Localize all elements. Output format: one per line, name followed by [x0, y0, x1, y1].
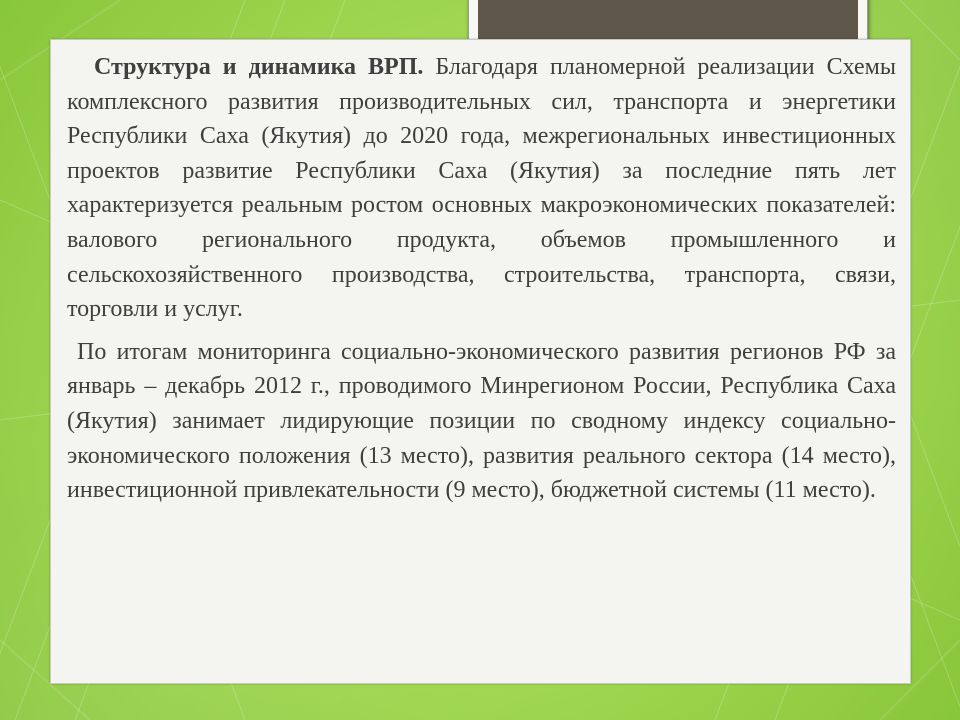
content-panel	[50, 39, 911, 684]
paragraph-lead: Структура и динамика ВРП.	[94, 54, 424, 80]
paragraph-grp	[67, 50, 896, 327]
paragraph-monitoring: По итогам мониторинга социально-экономического развития регионов РФ за январь – декабрь 2012 г., проводимого Минрегионом России, Республика Саха (Якутия) занимает лидирующие позиции по сводному индексу социально-экономического положения (13 место), развития реального сектора (14 место), инвестиционной привлекательности (9 место), бюджетной системы (11 место).	[67, 338, 896, 504]
paragraph-body: Благодаря планомерной реализации Схемы комплексного развития производительных сил, транспорта и энергетики Республики Саха (Якутия) до 2020 года, межрегиональных инвестиционных проектов развитие Республики Саха (Якутия) за последние пять лет характеризуется реальным ростом основных макроэкономических показателей: валового регионального продукта, объемов промышленного и сельскохозяйственного производства, строительства, транспорта, связи, торговли и услуг.	[67, 54, 896, 323]
